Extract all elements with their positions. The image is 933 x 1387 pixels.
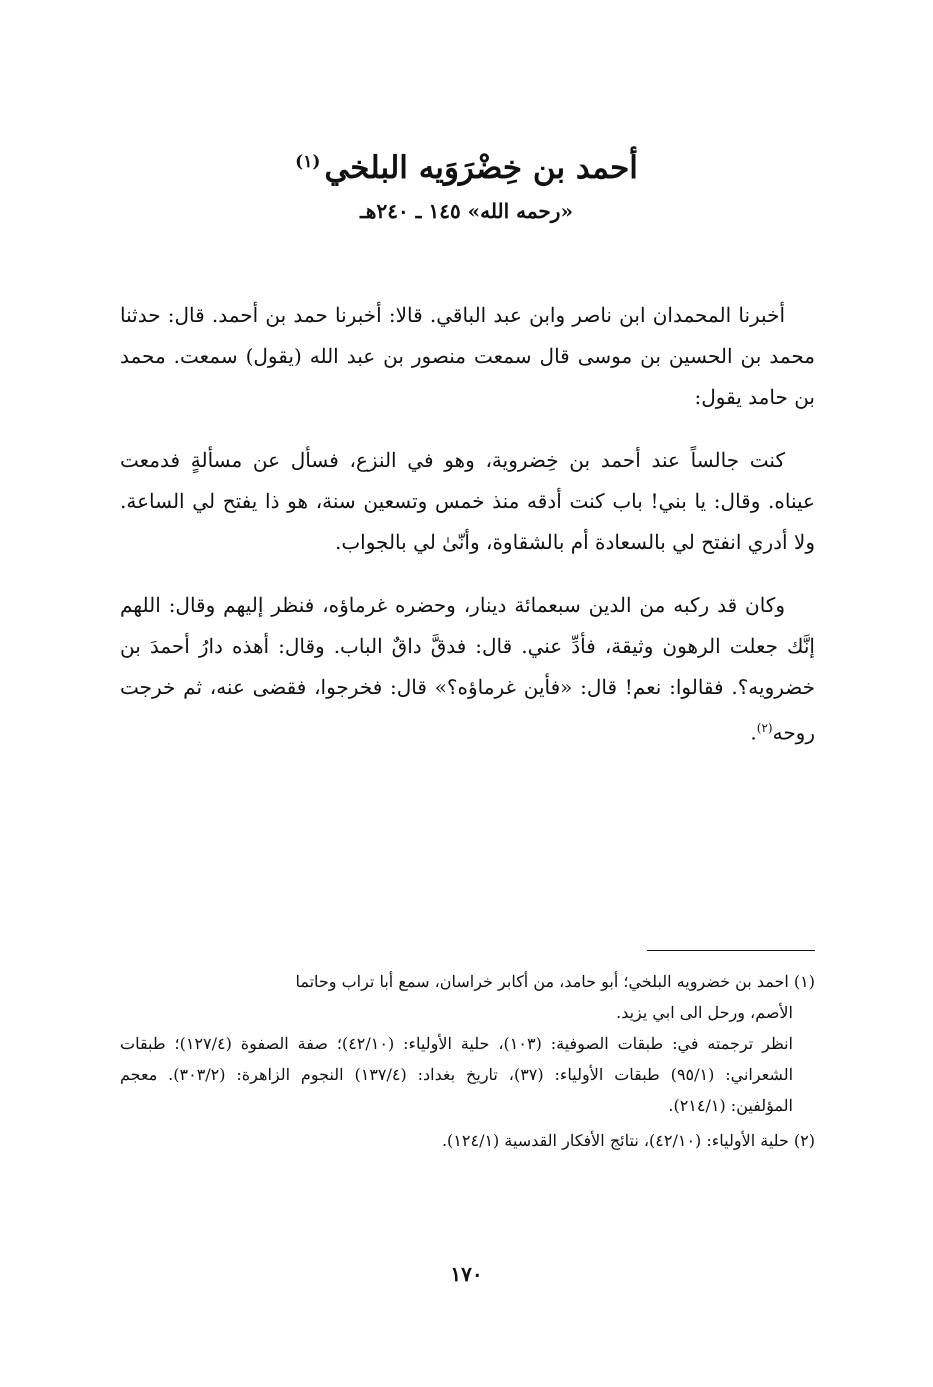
footnote-1-line-1: (١) احمد بن خضرويه البلخي؛ أبو حامد، من أكابر خراسان، سمع أبا تراب وحاتما (295, 972, 815, 991)
footnote-separator (647, 950, 815, 951)
chapter-title (0, 150, 933, 187)
paragraph-debt-story-text: وكان قد ركبه من الدين سبعمائة دينار، وحضره غرماؤه، فنظر إليهم وقال: اللهم إنَّك جعلت الرهون وثيقة، فأدِّ عني. قال: فدقَّ داقٌ الباب. وقال: أهذه دارُ أحمدَ بن خضرويه؟. فقالوا: نعم! قال: «فأين غرماؤه؟» قال: فخرجوا، فقضى عنه، ثم خرجت روحه (120, 593, 815, 745)
footnote-ref-2: (٢) (756, 721, 773, 735)
footnote-1-sources: انظر ترجمته في: طبقات الصوفية: (١٠٣)، حلية الأولياء: (٤٢/١٠)؛ صفة الصفوة (١٢٧/٤)؛ طبقات الشعراني: (٩٥/١) طبقات الأولياء: (٣٧)، تاريخ بغداد: (١٣٧/٤) النجوم الزاهرة: (٣٠٣/٢). معجم المؤلفين: (٢١٤/١). (120, 1034, 794, 1115)
paragraph-narration: كنت جالساً عند أحمد بن خِضروية، وهو في النزع، فسأل عن مسألةٍ فدمعت عيناه. وقال: يا بني! باب كنت أدقه منذ خمس وتسعين سنة، هو ذا يفتح لي الساعة. ولا أدري انفتح لي بالسعادة أم بالشقاوة، وأنّىٰ لي بالجواب. (120, 448, 815, 554)
chapter-title-text: أحمد بن خِضْرَوَيه البلخي (324, 150, 638, 186)
chapter-heading (0, 150, 933, 223)
main-text (120, 295, 815, 776)
footnote-1-line-2: الأصم، ورحل الى ابي يزيد. (616, 1003, 793, 1022)
paragraph-debt-story (120, 585, 815, 754)
chapter-subtitle: «رحمه الله» ١٤٥ ـ ٢٤٠هـ (360, 199, 573, 224)
page-number: ١٧٠ (450, 1262, 483, 1286)
paragraph-isnad: أخبرنا المحمدان ابن ناصر وابن عبد الباقي. قالا: أخبرنا حمد بن أحمد. قال: حدثنا محمد بن الحسين بن موسى قال سمعت منصور بن عبد الله (يقول) سمعت. محمد بن حامد يقول: (120, 303, 815, 409)
footnotes (120, 966, 815, 1156)
footnote-2: (٢) حلية الأولياء: (٤٢/١٠)، نتائج الأفكار القدسية (١٢٤/١). (441, 1131, 815, 1150)
paragraph-end-mark: . (750, 720, 757, 745)
footnote-ref-1: (١) (295, 151, 321, 172)
